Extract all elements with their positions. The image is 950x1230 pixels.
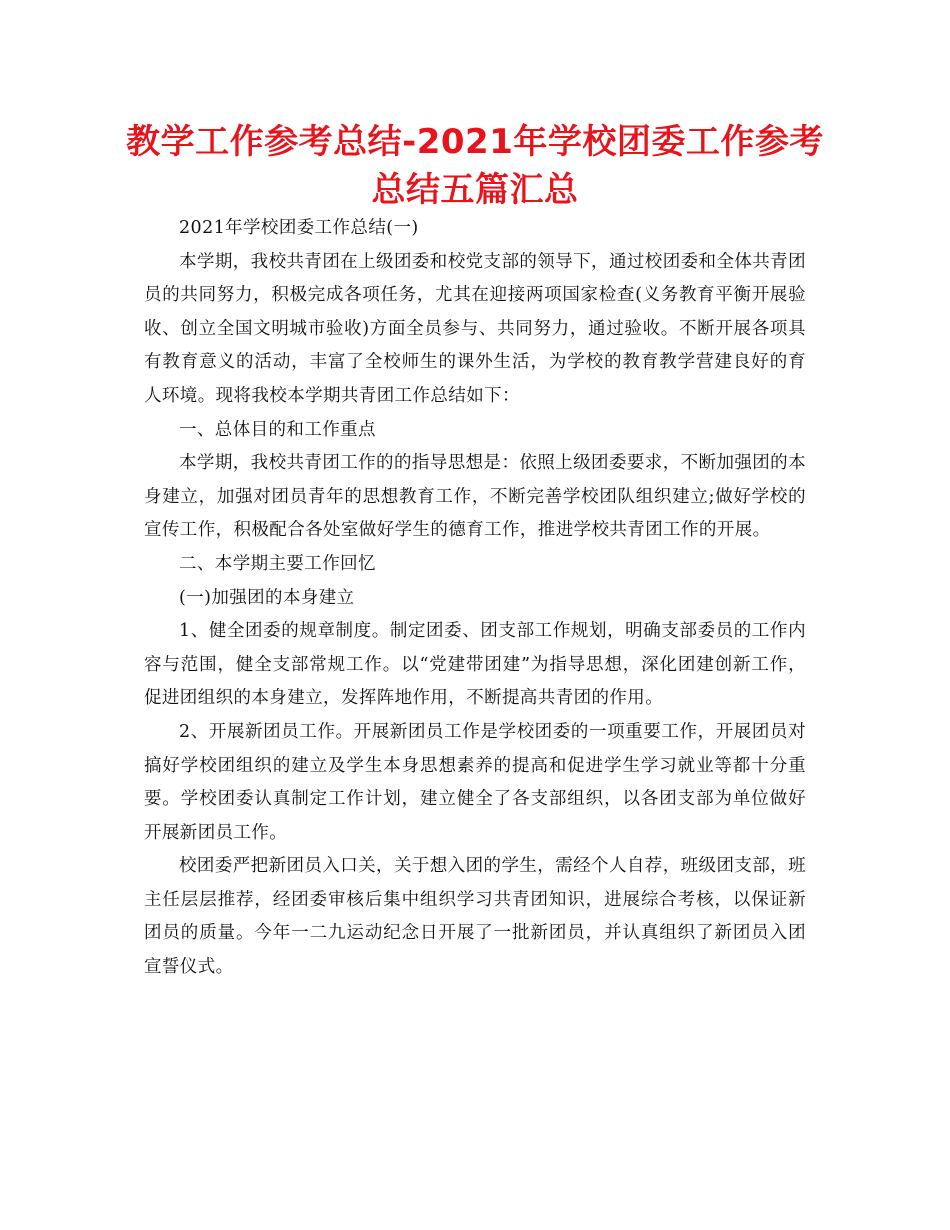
paragraph: 本学期，我校共青团工作的的指导思想是：依照上级团委要求，不断加强团的本身建立，加强对团员青年的思想教育工作，不断完善学校团队组织建立;做好学校的宣传工作，积极配合各处室做好学生的德育工作，推进学校共青团工作的开展。 bbox=[144, 453, 806, 541]
paragraph: 本学期，我校共青团在上级团委和校党支部的领导下，通过校团委和全体共青团员的共同努力，积极完成各项任务，尤其在迎接两项国家检查(义务教育平衡开展验收、创立全国文明城市验收)方面全员参与、共同努力，通过验收。不断开展各项具有教育意义的活动，丰富了全校师生的课外生活，为学校的教育教学营建良好的育人环境。现将我校本学期共青团工作总结如下： bbox=[144, 251, 806, 406]
section-heading: 2021年学校团委工作总结(一) bbox=[179, 218, 419, 238]
document-title: 教学工作参考总结-2021年学校团委工作参考总结五篇汇总 bbox=[126, 122, 824, 210]
paragraph: 1、健全团委的规章制度。制定团委、团支部工作规划，明确支部委员的工作内容与范围，健全支部常规工作。以“党建带团建”为指导思想，深化团建创新工作，促进团组织的本身建立，发挥阵地作用，不断提高共青团的作用。 bbox=[144, 621, 806, 709]
section-heading: 一、总体目的和工作重点 bbox=[179, 419, 376, 440]
document-body bbox=[144, 212, 806, 985]
subsection-heading: (一)加强团的本身建立 bbox=[179, 587, 355, 608]
section-heading: 二、本学期主要工作回忆 bbox=[179, 553, 376, 574]
paragraph: 2、开展新团员工作。开展新团员工作是学校团委的一项重要工作，开展团员对搞好学校团组织的建立及学生本身思想素养的提高和促进学生学习就业等都十分重要。学校团委认真制定工作计划，建立健全了各支部组织，以各团支部为单位做好开展新团员工作。 bbox=[144, 721, 806, 843]
paragraph: 校团委严把新团员入口关，关于想入团的学生，需经个人自荐，班级团支部，班主任层层推荐，经团委审核后集中组织学习共青团知识，进展综合考核，以保证新团员的质量。今年一二九运动纪念日开展了一批新团员，并认真组织了新团员入团宣誓仪式。 bbox=[144, 856, 806, 978]
